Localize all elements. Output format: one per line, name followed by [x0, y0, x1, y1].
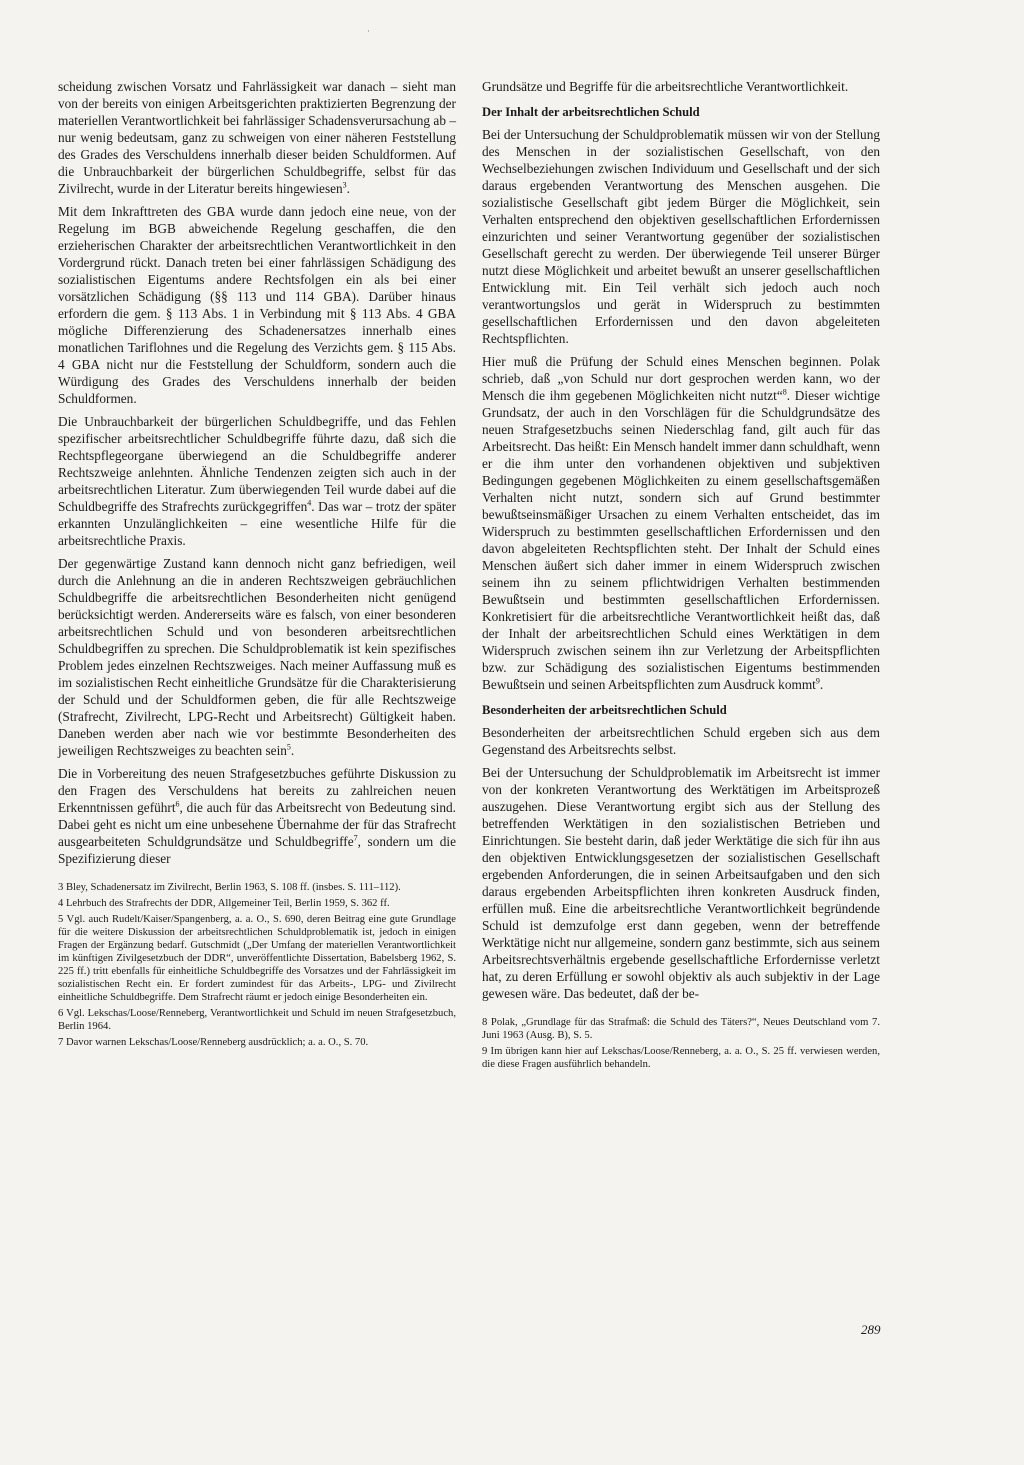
footnote: 6 Vgl. Lekschas/Loose/Renneberg, Verantwortlichkeit und Schuld im neuen Strafgesetzbuch, Berlin 1964. [58, 1008, 456, 1032]
footnote-ref: 4 [307, 498, 312, 508]
footnote: 5 Vgl. auch Rudelt/Kaiser/Spangenberg, a. a. O., S. 690, deren Beitrag eine gute Grundlage für die weitere Diskussion der arbeitsrechtlichen Schuldproblematik ist, jedoch in einigen Fragen der Ergänzung bedarf. Gutschmidt („Der Umfang der materiellen Verantwortlichkeit im künftigen Zivilgesetzbuch der DDR“, unveröffentlichte Dissertation, Babelsberg 1962, S. 225 ff.) tritt ebenfalls für einheitliche Schuldbegriffe des Vorsatzes und der Fahrlässigkeit im sozialistischen Recht ein. Er fordert zumindest für das Arbeits-, LPG- und Zivilrecht einheitliche Schuldbegriffe. Dem Strafrecht räumt er jedoch einige Besonderheiten ein. [58, 914, 456, 1003]
paragraph: Bei der Untersuchung der Schuldproblematik im Arbeitsrecht ist immer von der konkreten Verantwortung des Werktätigen im Arbeitsprozeß auszugehen. Diese Verantwortung ergibt sich aus der Stellung des betreffenden Werktätigen in den sozialistischen Betrieben und Einrichtungen. Sie besteht darin, daß jeder Werktätige die sich für ihn aus den objektiven Entwicklungsgesetzen der sozialistischen Gesellschaft ergebenden Anforderungen, die in seinen Arbeitsaufgaben und den sich daraus ergebenden Arbeitspflichten ihren konkreten Ausdruck finden, erfüllen muß. Eine die arbeitsrechtliche Verantwortlichkeit begründende Schuld ist demzufolge erst dann gegeben, wenn der betreffende Werktätige nicht nur allgemeine, sondern ganz bestimmte, sich aus seinem Arbeitsrechtsverhältnis ergebende gesellschaftliche Erfordernisse verletzt hat, zu deren Erfüllung er sowohl objektiv als auch subjektiv in der Lage gewesen wäre. Das bedeutet, daß der be- [482, 765, 880, 1001]
section-heading: Der Inhalt der arbeitsrechtlichen Schuld [482, 105, 700, 119]
right-column [482, 78, 880, 1074]
paragraph: Die in Vorbereitung des neuen Strafgesetzbuches geführte Diskussion zu den Fragen des Verschuldens hat bereits zu zahlreichen neuen Erkenntnissen geführt$^6$, die auch für das Arbeitsrecht von Bedeutung sind. Dabei geht es nicht um eine unbesehene Übernahme der für das Strafrecht ausgearbeiteten Schuldgrundsätze und Schuldbegriffe$^7$, sondern um die Spezifizierung dieser [58, 766, 456, 866]
footnotes-left [58, 877, 456, 1049]
footnote: 4 Lehrbuch des Strafrechts der DDR, Allgemeiner Teil, Berlin 1959, S. 362 ff. [58, 898, 390, 909]
paragraph: Bei der Untersuchung der Schuldproblematik müssen wir von der Stellung des Menschen in der sozialistischen Gesellschaft, von den Wechselbeziehungen zwischen Individuum und Gesellschaft und der sich daraus ergebenden Verantwortung des Menschen ausgehen. Die sozialistische Gesellschaft gibt jedem Bürger die Möglichkeit, sein Verhalten entsprechend den objektiven gesellschaftlichen Erfordernissen einzurichten und seiner Verantwortung gegenüber der sozialistischen Gesellschaft gerecht zu werden. Der überwiegende Teil unserer Bürger nutzt diese Möglichkeit und arbeitet bewußt an unserer gesellschaftlichen Entwicklung mit. Ein Teil verhält sich jedoch auch noch verantwortungslos und gerät in Widerspruch zu bestimmten gesellschaftlichen Erfordernissen und den davon abgeleiteten Rechtspflichten. [482, 127, 880, 346]
footnote: 3 Bley, Schadenersatz im Zivilrecht, Berlin 1963, S. 108 ff. (insbes. S. 111–112). [58, 882, 401, 893]
section-heading: Besonderheiten der arbeitsrechtlichen Schuld [482, 703, 727, 717]
footnote: 7 Davor warnen Lekschas/Loose/Renneberg ausdrücklich; a. a. O., S. 70. [58, 1037, 369, 1048]
paragraph: Die Unbrauchbarkeit der bürgerlichen Schuldbegriffe, und das Fehlen spezifischer arbeitsrechtlicher Schuldbegriffe führte dazu, daß sich die Rechtspflegeorgane überwiegend an die Schuldbegriffe anderer Rechtszweige anlehnten. Ähnliche Tendenzen zeigten sich auch in der arbeitsrechtlichen Literatur. Zum überwiegenden Teil wurde dabei auf die Schuldbegriffe des Strafrechts zurückgegriffen$^4$. Das war – trotz der später erkannten Unzulänglichkeiten – eine wesentliche Hilfe für die arbeitsrechtliche Praxis. [58, 414, 456, 548]
footnote: 8 Polak, „Grundlage für das Strafmaß: die Schuld des Täters?“, Neues Deutschland vom 7. Juni 1963 (Ausg. B), S. 5. [482, 1017, 880, 1041]
footnote-ref: 6 [175, 799, 180, 809]
footnote-ref: 5 [286, 742, 291, 752]
left-column [58, 78, 456, 1052]
footnotes-right [482, 1012, 880, 1071]
footnote-ref: 7 [353, 833, 358, 843]
footnote: 9 Im übrigen kann hier auf Lekschas/Loose/Renneberg, a. a. O., S. 25 ff. verwiesen werden, die diese Fragen ausführlich behandeln. [482, 1046, 880, 1070]
footnote-ref: 8 [782, 387, 787, 397]
paragraph: Hier muß die Prüfung der Schuld eines Menschen beginnen. Polak schrieb, daß „von Schuld nur dort gesprochen werden kann, wo der Mensch die ihm gegebenen Möglichkeiten nicht nutzt“$^8$. Dieser wichtige Grundsatz, der auch in den Vorschlägen für die Schuldgrundsätze des neuen Strafgesetzbuchs seinen Niederschlag fand, gilt auch für das Arbeitsrecht. Das heißt: Ein Mensch handelt immer dann schuldhaft, wenn er die ihm unter den vorhandenen objektiven und subjektiven Bedingungen gegebenen Möglichkeiten zu einem gesellschaftsgemäßen Verhalten nicht nutzt, sondern sich auf Grund bestimmter bewußtseinsmäßiger Ursachen zu einem Verhalten entscheidet, das im Widerspruch zu bestimmten gesellschaftlichen Erfordernissen und den davon abgeleiteten Rechtspflichten steht. Der Inhalt der Schuld eines Menschen äußert sich daher immer in einem Widerspruch zwischen seinem ihn zu seinem pflichtwidrigen Verhalten bestimmenden Bewußtsein und bestimmten gesellschaftlichen Erfordernissen. Konkretisiert für die arbeitsrechtliche Verantwortlichkeit heißt das, daß der Inhalt der arbeitsrechtlichen Schuld eines Werktätigen in dem Widerspruch zwischen seinem ihn zur Verletzung der Arbeitspflichten bzw. zur Schädigung des sozialistischen Eigentums bestimmenden Bewußtsein und seinen Arbeitspflichten zum Ausdruck kommt$^9$. [482, 354, 880, 692]
paragraph: Mit dem Inkrafttreten des GBA wurde dann jedoch eine neue, von der Regelung im BGB abweichende Regelung geschaffen, die den erzieherischen Charakter der arbeitsrechtlichen Verantwortlichkeit in den Vordergrund rückt. Danach treten bei einer fahrlässigen Schädigung des sozialistischen Eigentums andere Rechtsfolgen ein als bei einer vorsätzlichen Schädigung (§§ 113 und 114 GBA). Darüber hinaus erfordern die gem. § 113 Abs. 1 in Verbindung mit § 113 Abs. 4 GBA mögliche Differenzierung des Schadenersatzes innerhalb eines monatlichen Tariflohnes und die Regelung des Verzichts gem. § 115 Abs. 4 GBA nicht nur die Feststellung der Schuldform, sondern auch die Würdigung des Grades des Verschuldens innerhalb der beiden Schuldformen. [58, 204, 456, 406]
footnote-ref: 9 [815, 676, 820, 686]
paragraph: Grundsätze und Begriffe für die arbeitsrechtliche Verantwortlichkeit. [482, 79, 849, 94]
paragraph: scheidung zwischen Vorsatz und Fahrlässigkeit war danach – sieht man von der bereits von einigen Arbeitsgerichten praktizierten Begrenzung der materiellen Verantwortlichkeit bei fahrlässiger Schadensverursachung ab – nur wenig bedeutsam, ganz zu schweigen von einer näheren Feststellung des Grades des Verschuldens innerhalb dieser beiden Schuldformen. Auf die Unbrauchbarkeit der bürgerlichen Schuldbegriffe, selbst für das Zivilrecht, wurde in der Literatur bereits hingewiesen$^3$. [58, 79, 456, 196]
scan-speck: · [367, 26, 370, 36]
paragraph: Besonderheiten der arbeitsrechtlichen Schuld ergeben sich aus dem Gegenstand des Arbeitsrechts selbst. [482, 725, 880, 757]
footnote-ref: 3 [342, 180, 347, 190]
page-number: 289 [861, 1322, 881, 1337]
paragraph: Der gegenwärtige Zustand kann dennoch nicht ganz befriedigen, weil durch die Anlehnung an die in anderen Rechtszweigen gebräuchlichen Schuldbegriffe die arbeitsrechtlichen Besonderheiten nicht genügend berücksichtigt werden. Andererseits wäre es falsch, von einer besonderen arbeitsrechtlichen Schuld und von besonderen arbeitsrechtlichen Schuldbegriffen zu sprechen. Die Schuldproblematik ist kein spezifisches Problem jedes einzelnen Rechtszweiges. Nach meiner Auffassung muß es im sozialistischen Recht einheitliche Grundsätze für die Charakterisierung der Schuld und der Schuldformen geben, die für alle Rechtszweige (Strafrecht, Zivilrecht, LPG-Recht und Arbeitsrecht) Gültigkeit haben. Daneben werden aber nach wie vor bestimmte Besonderheiten des jeweiligen Rechtszweiges zu beachten sein$^5$. [58, 556, 456, 758]
